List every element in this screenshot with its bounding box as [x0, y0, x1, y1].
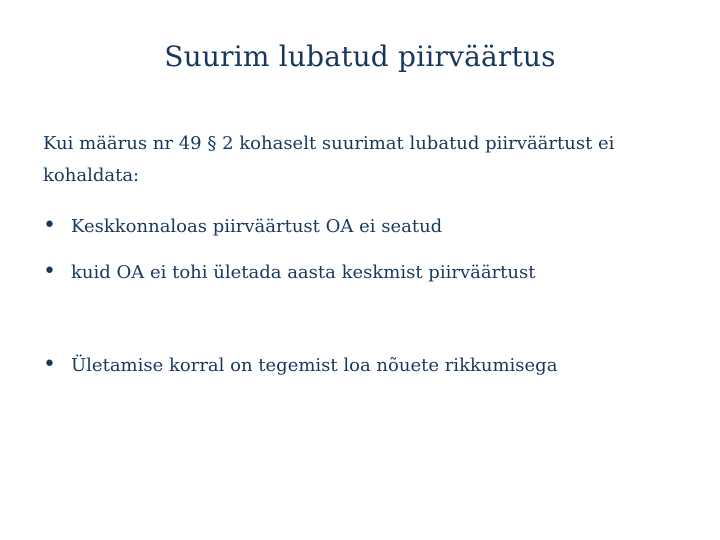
bullet-text: Ületamise korral on tegemist loa nõuete rikkumisega [71, 355, 558, 376]
bullet-icon: • [43, 213, 56, 238]
bullet-text: kuid OA ei tohi ületada aasta keskmist piirväärtust [71, 262, 536, 283]
bullet-item [43, 259, 535, 286]
slide-title: Suurim lubatud piirväärtus [164, 40, 556, 73]
bullet-item [43, 352, 557, 379]
intro-text: Kui määrus nr 49 § 2 kohaselt suurimat lubatud piirväärtust ei kohaldata: [43, 133, 615, 186]
bullet-icon: • [43, 259, 56, 284]
bullet-text: Keskkonnaloas piirväärtust OA ei seatud [71, 216, 443, 237]
bullet-icon: • [43, 352, 56, 377]
bullet-item [43, 213, 442, 240]
